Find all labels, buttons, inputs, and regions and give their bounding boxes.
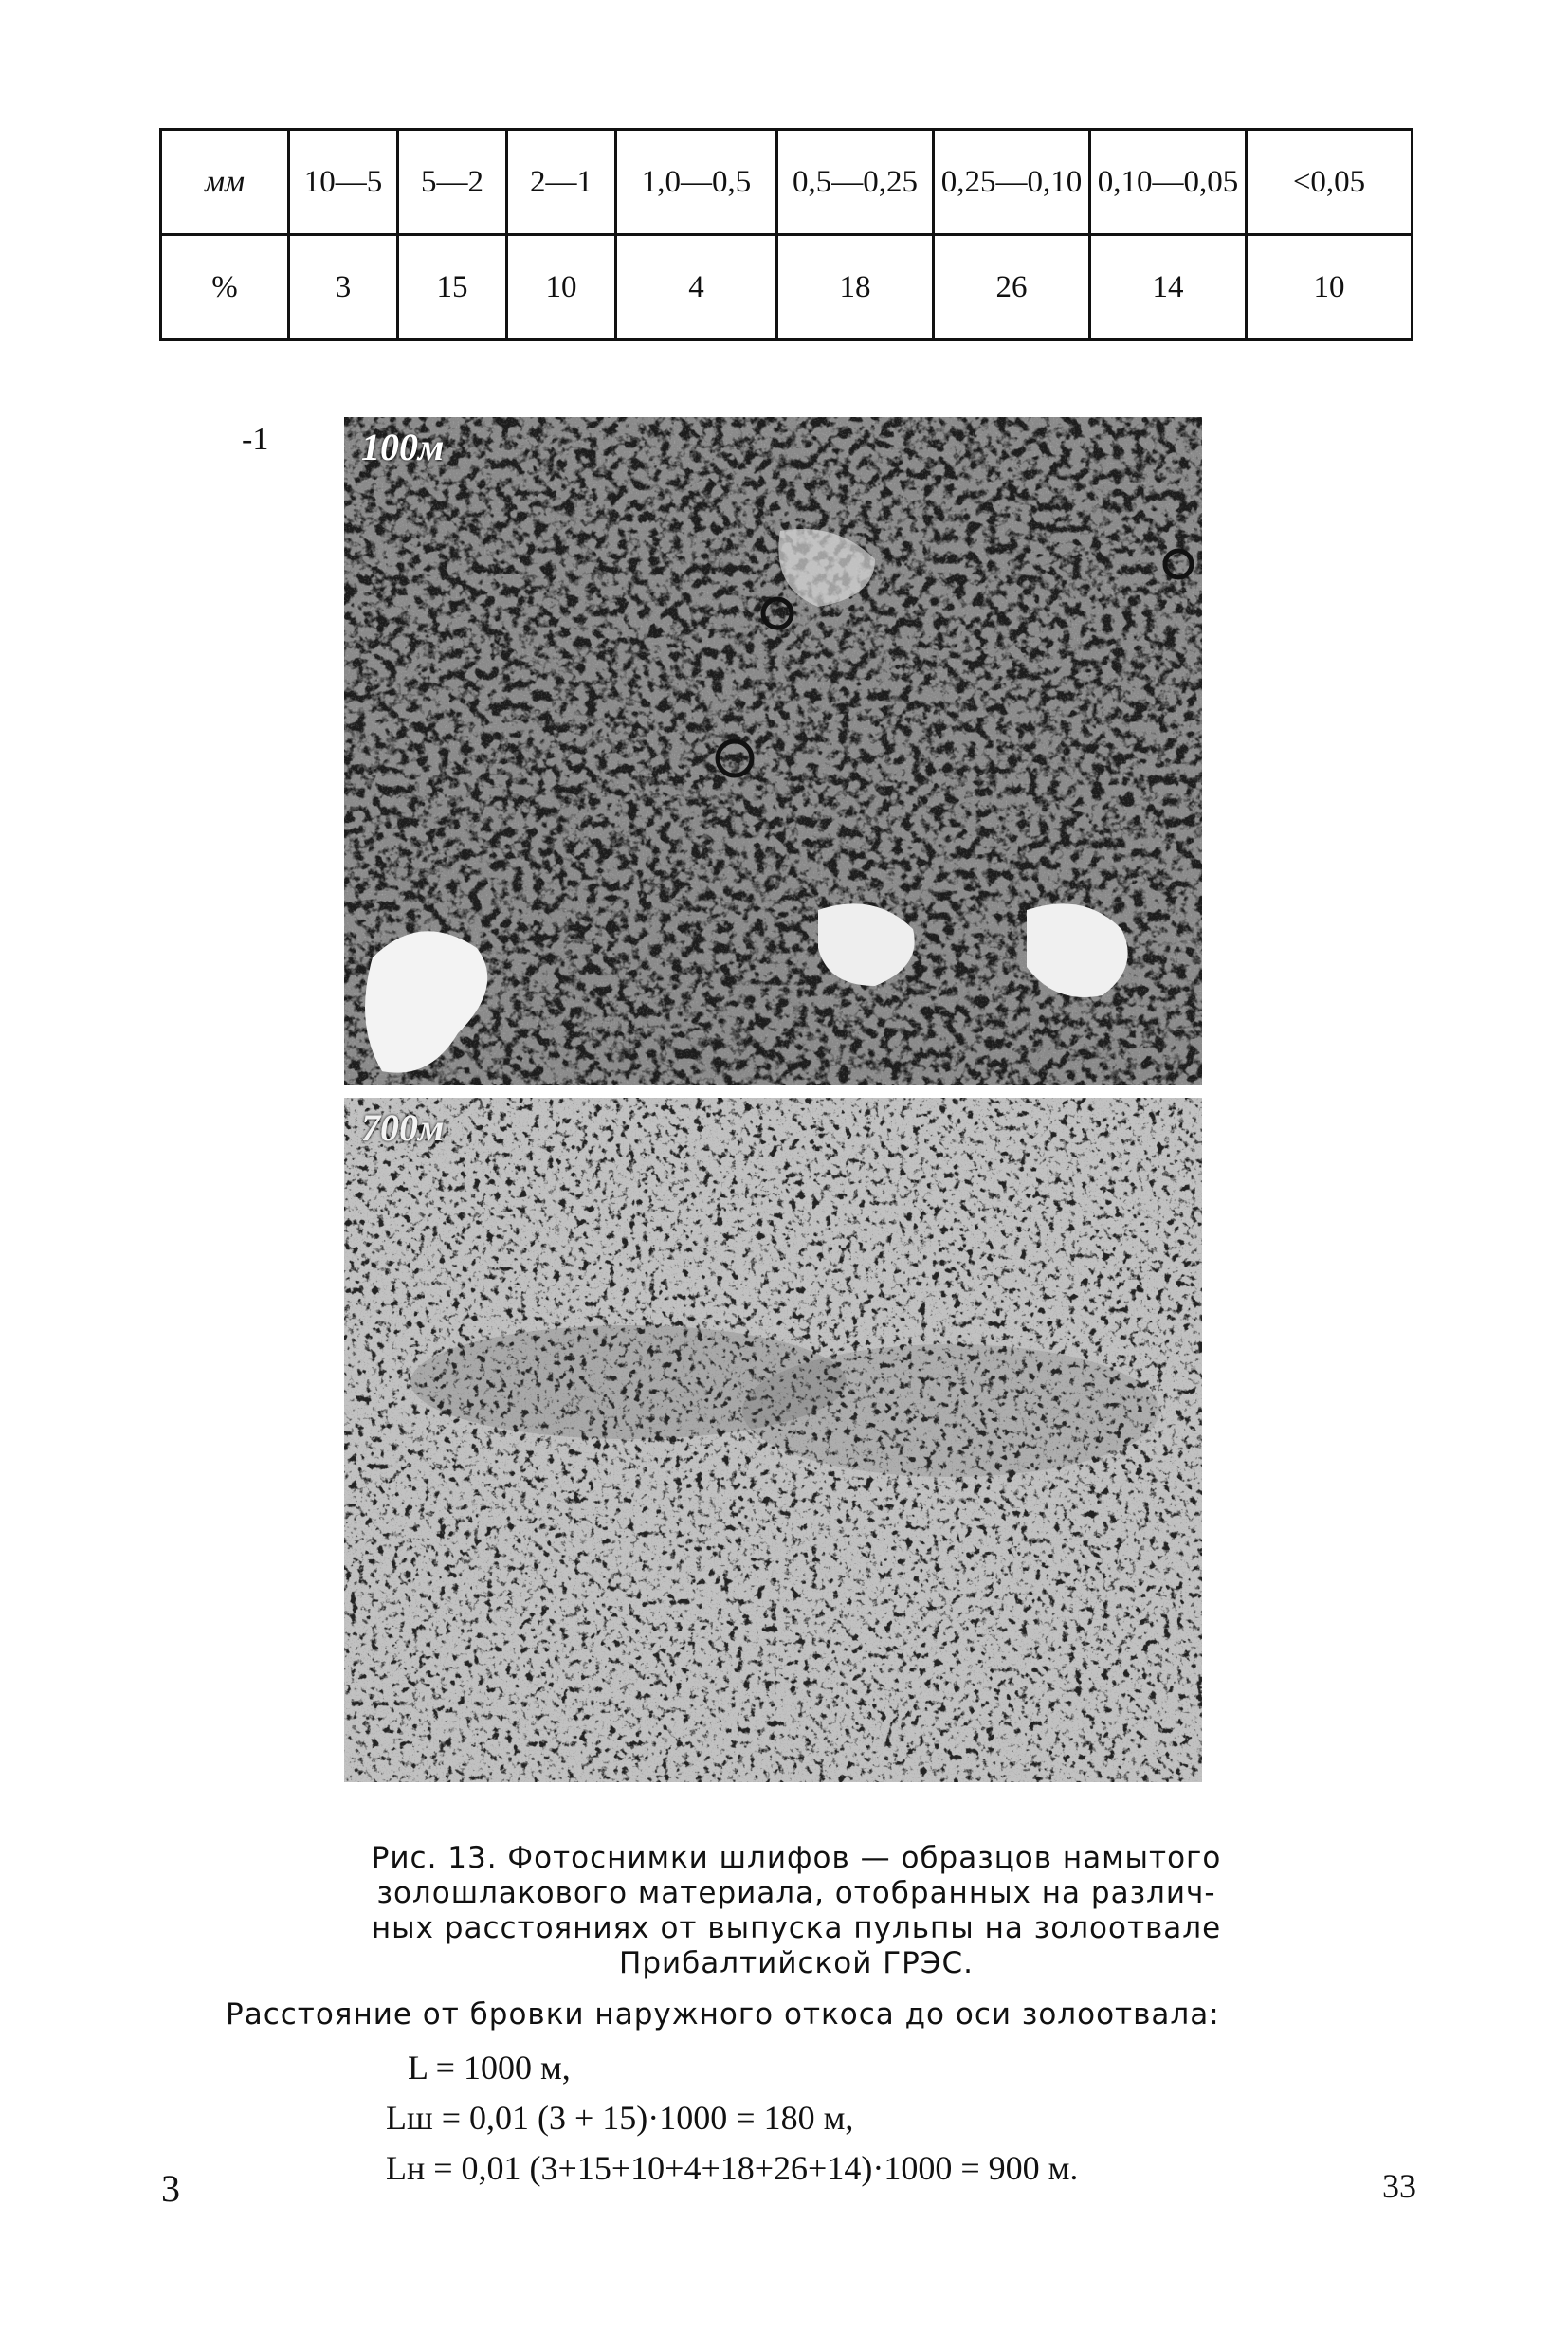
table-cell: 2—1 (507, 130, 616, 235)
table-cell: 0,10—0,05 (1090, 130, 1247, 235)
table-cell: 14 (1090, 235, 1247, 340)
micrograph-texture-light (344, 1098, 1202, 1782)
page-number: 33 (1382, 2167, 1416, 2205)
micrograph-bottom (344, 1098, 1202, 1782)
figure-label: -1 (242, 422, 269, 457)
table-cell: <0,05 (1247, 130, 1413, 235)
caption-line: золошлакового материала, отобранных на различ- (376, 1876, 1216, 1910)
scale-label: 700м (361, 1106, 445, 1149)
table-cell: 3 (289, 235, 398, 340)
table-cell: 18 (777, 235, 934, 340)
scale-label: 100м (361, 426, 445, 468)
table-cell: мм (161, 130, 289, 235)
figure-caption (360, 1841, 1232, 1981)
formula-slag-length: Lш = 0,01 (3 + 15)·1000 = 180 м, (386, 2099, 854, 2137)
table-cell: 10—5 (289, 130, 398, 235)
micrograph-top (344, 417, 1202, 1085)
micrograph-texture-dark (344, 417, 1202, 1085)
table-cell: 15 (398, 235, 507, 340)
table-cell: % (161, 235, 289, 340)
table-cell: 4 (616, 235, 777, 340)
distance-heading: Расстояние от бровки наружного откоса до оси золоотвала: (226, 1997, 1220, 2032)
table-cell: 26 (934, 235, 1090, 340)
table-cell: 10 (507, 235, 616, 340)
table-cell: 0,25—0,10 (934, 130, 1090, 235)
table-row-percent (161, 235, 1413, 340)
table-cell: 0,5—0,25 (777, 130, 934, 235)
caption-line: ных расстояниях от выпуска пульпы на золоотвале (371, 1911, 1222, 1945)
table-cell: 10 (1247, 235, 1413, 340)
caption-line: Рис. 13. Фотоснимки шлифов — образцов намытого (371, 1841, 1222, 1875)
formula-n-length: Lн = 0,01 (3+15+10+4+18+26+14)·1000 = 900 м. (386, 2149, 1079, 2187)
table-cell: 5—2 (398, 130, 507, 235)
caption-line: Прибалтийской ГРЭС. (619, 1946, 974, 1980)
table-cell: 1,0—0,5 (616, 130, 777, 235)
formula-total-length: L = 1000 м, (408, 2049, 571, 2087)
table-row-sizes (161, 130, 1413, 235)
page-marker-left: 3 (161, 2167, 180, 2210)
grain-size-table (159, 128, 1413, 341)
